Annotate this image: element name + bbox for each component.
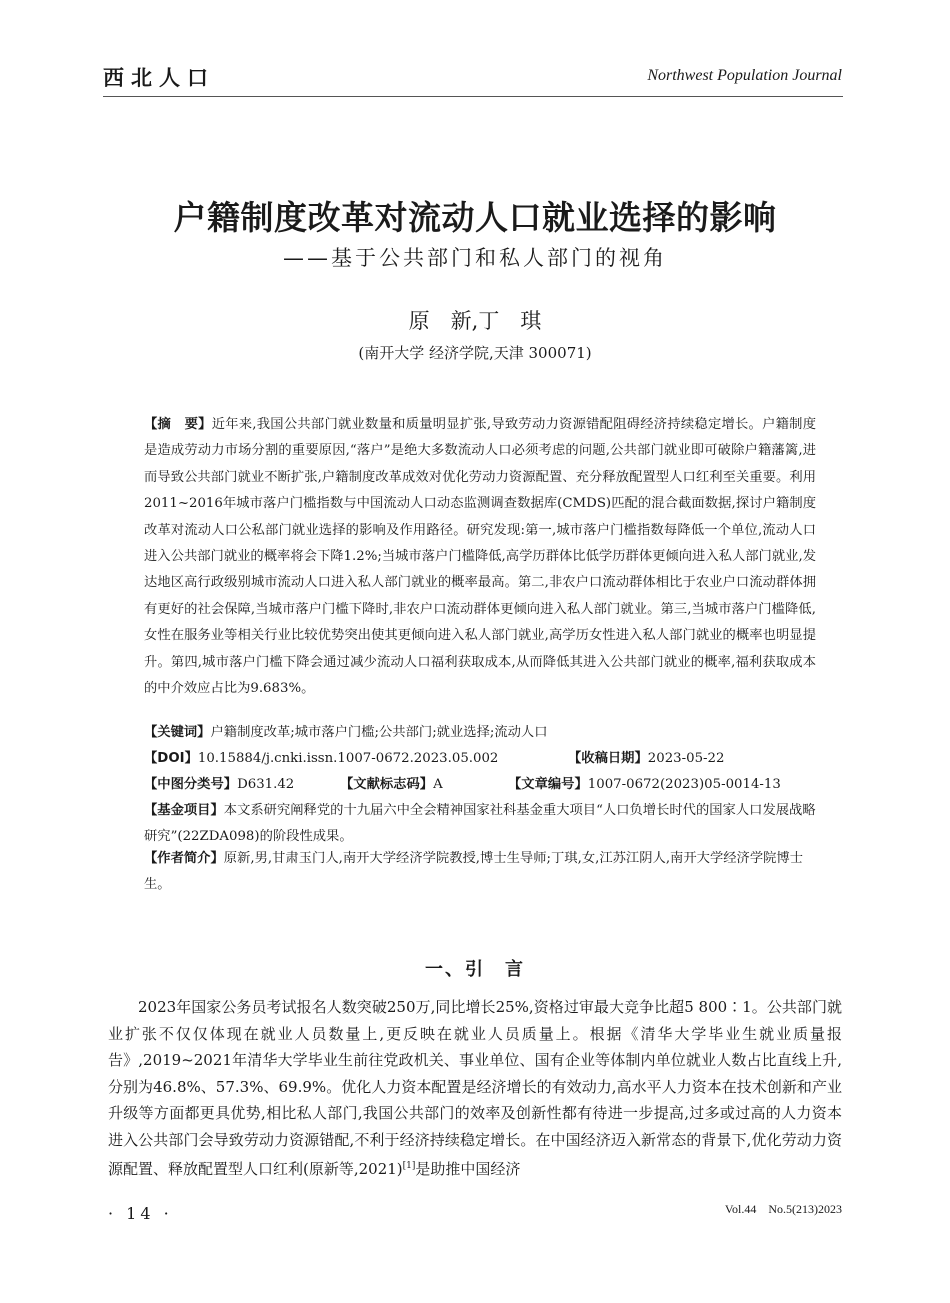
doi-label: 【DOI】 <box>144 751 198 766</box>
keywords-label: 【关键词】 <box>144 725 211 740</box>
abstract-label: 【摘 要】 <box>144 417 212 432</box>
journal-name-en: Northwest Population Journal <box>647 67 842 84</box>
author-bio-text: 原新,男,甘肃玉门人,南开大学经济学院教授,博士生导师;丁琪,女,江苏江阴人,南开大学经济学院博士生。 <box>144 851 804 893</box>
authors: 原 新,丁 琪 <box>408 309 542 333</box>
journal-name-cn: 西北人口 <box>103 65 215 90</box>
volume-info: Vol.44 No.5(213)2023 <box>724 1202 842 1216</box>
paragraph-tail: 是助推中国经济 <box>415 1160 521 1178</box>
clc-label: 【中图分类号】 <box>144 777 238 792</box>
header-rule <box>103 96 843 97</box>
article-subtitle: ——基于公共部门和私人部门的视角 <box>283 246 667 270</box>
abstract-text: 近年来,我国公共部门就业数量和质量明显扩张,导致劳动力资源错配阻碍经济持续稳定增长。户籍制度是造成劳动力市场分割的重要原因,“落户”是绝大多数流动人口必须考虑的问题,公共部门就业即可破除户籍藩篱,进而导致公共部门就业不断扩张,户籍制度改革成效对优化劳动力资源配置、充分释放配置型人口红利至关重要。利用2011~2016年城市落户门槛指数与中国流动人口动态监测调查数据库(CMDS)匹配的混合截面数据,探讨户籍制度改革对流动人口公私部门就业选择的影响及作用路径。研究发现:第一,城市落户门槛指数每降低一个单位,流动人口进入公共部门就业的概率将会下降1.2%;当城市落户门槛降低,高学历群体比低学历群体更倾向进入私人部门就业,发达地区高行政级别城市流动人口进入私人部门就业的概率最高。第二,非农户口流动群体相比于农业户口流动群体拥有更好的社会保障,当城市落户门槛下降时,非农户口流动群体更倾向进入私人部门就业。第三,当城市落户门槛降低,女性在服务业等相关行业比较优势突出使其更倾向进入私人部门就业,高学历女性进入私人部门就业的概率也明显提升。第四,城市落户门槛下降会通过减少流动人口福利获取成本,从而降低其进入公共部门就业的概率,福利获取成本的中介效应占比为9.683%。 <box>144 417 817 697</box>
keywords <box>144 720 816 746</box>
doc-code-value: A <box>433 777 443 792</box>
citation-ref: [1] <box>402 1161 416 1171</box>
affiliation: (南开大学 经济学院,天津 300071) <box>358 344 592 362</box>
doi-value: 10.15884/j.cnki.issn.1007-0672.2023.05.002 <box>197 751 499 766</box>
doi <box>144 746 498 772</box>
doi-row <box>144 746 816 772</box>
abstract <box>144 412 816 702</box>
article-number <box>508 772 781 798</box>
paragraph-text: 2023年国家公务员考试报名人数突破250万,同比增长25%,资格过审最大竞争比超5 800∶1。公共部门就业扩张不仅仅体现在就业人员数量上,更反映在就业人员质量上。根据《清华大学毕业生就业质量报告》,2019~2021年清华大学毕业生前往党政机关、事业单位、国有企业等体制内单位就业人数占比直线上升,分别为46.8%、57.3%、69.9%。优化人力资本配置是经济增长的有效动力,高水平人力资本在技术创新和产业升级等方面都更具优势,相比私人部门,我国公共部门的效率及创新性都有待进一步提高,过多或过高的人力资本进入公共部门会导致劳动力资源错配,不利于经济持续稳定增长。在中国经济迈入新常态的背景下,优化劳动力资源配置、释放配置型人口红利(原新等,2021) <box>108 998 842 1178</box>
author-bio <box>144 846 816 899</box>
article-title: 户籍制度改革对流动人口就业选择的影响 <box>173 198 777 237</box>
received-date <box>568 746 724 772</box>
fund <box>144 798 816 851</box>
article-no-label: 【文章编号】 <box>508 777 588 792</box>
keywords-text: 户籍制度改革;城市落户门槛;公共部门;就业选择;流动人口 <box>210 725 548 740</box>
body-paragraph <box>108 994 842 1183</box>
article-no-value: 1007-0672(2023)05-0014-13 <box>587 777 781 792</box>
doc-code-label: 【文献标志码】 <box>340 777 434 792</box>
received-label: 【收稿日期】 <box>568 751 648 766</box>
fund-text: 本文系研究阐释党的十九届六中全会精神国家社科基金重大项目“人口负增长时代的国家人口发展战略研究”(22ZDA098)的阶段性成果。 <box>144 803 816 845</box>
author-bio-label: 【作者简介】 <box>144 851 224 866</box>
clc-value: D631.42 <box>237 777 295 792</box>
received-value: 2023-05-22 <box>647 751 725 766</box>
clc-number <box>144 772 294 798</box>
page-number: · 14 · <box>108 1204 173 1223</box>
document-code <box>340 772 443 798</box>
section-heading: 一、引 言 <box>425 959 525 980</box>
fund-label: 【基金项目】 <box>144 803 224 818</box>
classification-row <box>144 772 816 798</box>
